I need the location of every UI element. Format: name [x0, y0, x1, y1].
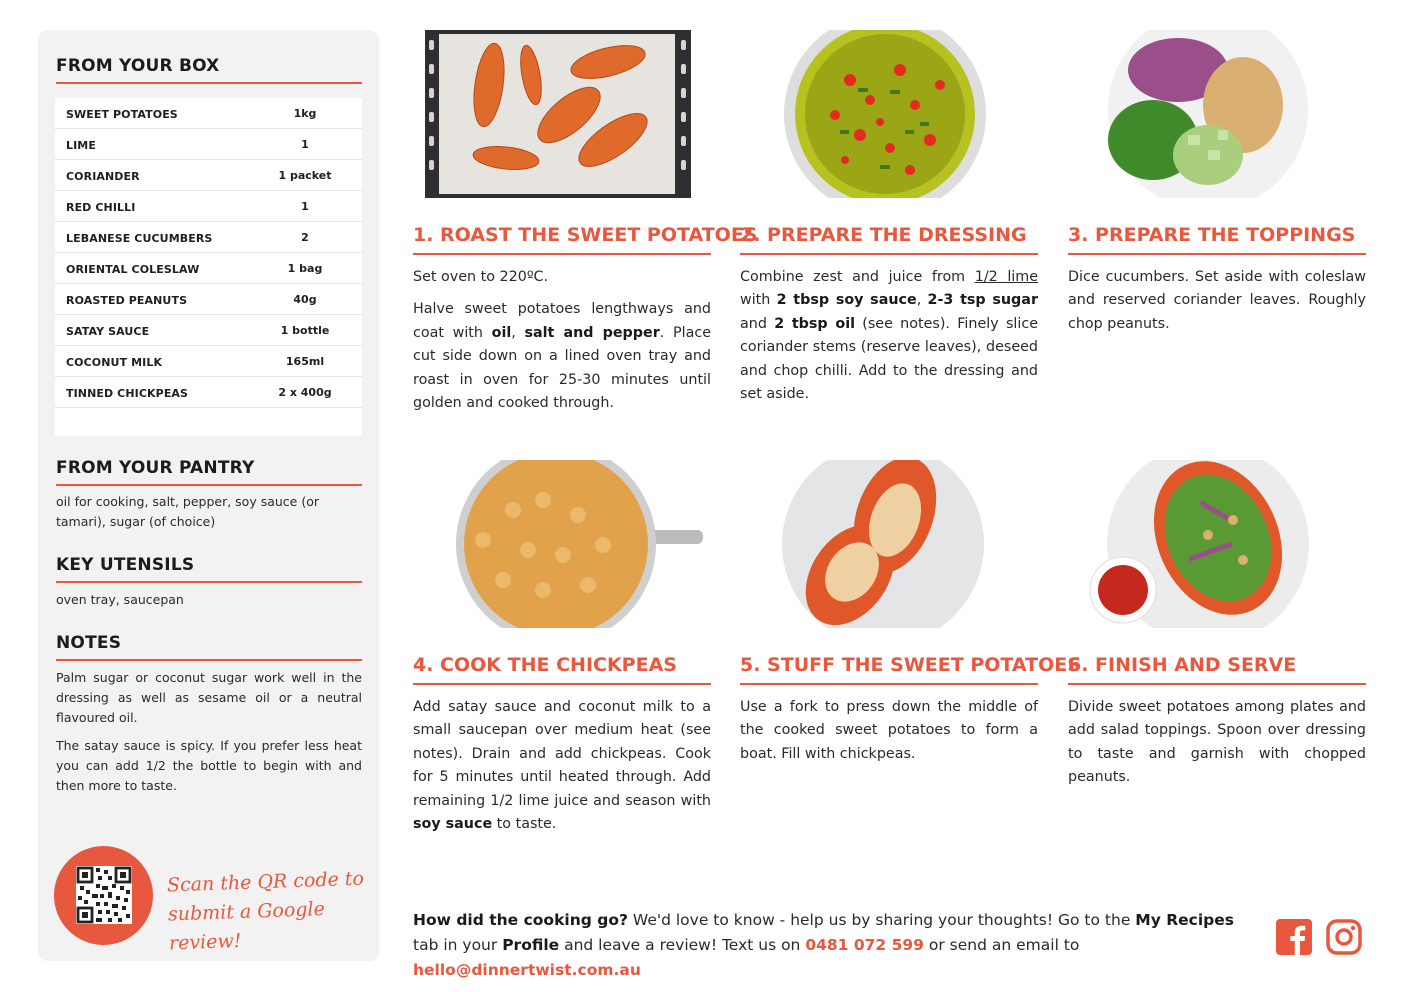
step-1-rule	[413, 253, 711, 255]
pantry-heading: FROM YOUR PANTRY	[56, 458, 255, 478]
step-5-photo	[740, 460, 1038, 628]
ingredient-name: RED CHILLI	[66, 201, 136, 214]
qr-caption	[167, 865, 370, 959]
ingredient-qty: 2 x 400g	[278, 386, 332, 399]
step-6-text	[1068, 696, 1366, 799]
ingredient-name: ORIENTAL COLESLAW	[66, 263, 200, 276]
instagram-icon[interactable]	[1326, 919, 1362, 955]
notes-heading-rule	[56, 659, 362, 661]
box-heading-rule	[56, 82, 362, 84]
note-1: Palm sugar or coconut sugar work well in the dressing as well as sesame oil or a neutral flavoured oil.	[56, 670, 362, 725]
table-row	[55, 222, 362, 253]
step-2-text	[740, 266, 1038, 415]
email-link[interactable]: hello@dinnertwist.com.au	[413, 961, 641, 979]
ingredients-sidebar	[38, 30, 379, 961]
step-5-paragraph: Use a fork to press down the middle of the cooked sweet potatoes to form a boat. Fill with chickpeas.	[740, 699, 1038, 762]
box-ingredients-table	[55, 98, 362, 436]
table-row	[55, 160, 362, 191]
step-6-paragraph: Divide sweet potatoes among plates and add salad toppings. Spoon over dressing to taste and garnish with chopped peanuts.	[1068, 699, 1366, 786]
ingredient-qty: 1kg	[293, 107, 317, 120]
table-row	[55, 98, 362, 129]
notes-heading: NOTES	[56, 633, 122, 653]
qr-badge[interactable]	[54, 846, 153, 945]
ingredient-qty: 1 bottle	[280, 324, 330, 337]
ingredient-name: SWEET POTATOES	[66, 108, 178, 121]
phone-link[interactable]: 0481 072 599	[805, 936, 924, 954]
note-2: The satay sauce is spicy. If you prefer less heat you can add 1/2 the bottle to begin with and then more to taste.	[56, 738, 362, 793]
step-3-title: 3. PREPARE THE TOPPINGS	[1068, 224, 1356, 246]
step-6-title: 6. FINISH AND SERVE	[1068, 654, 1297, 676]
table-row	[55, 346, 362, 377]
ingredient-name: CORIANDER	[66, 170, 140, 183]
ingredient-qty: 1	[301, 138, 309, 151]
step-3-text	[1068, 266, 1366, 345]
step-2-photo	[740, 30, 1038, 198]
step-2-paragraph: Combine zest and juice from 1/2 lime with 2 tbsp soy sauce, 2-3 tsp sugar and 2 tbsp oil (see notes). Finely slice coriander stems (reserve leaves), deseed and chop chilli. Add to the dressing and set aside.	[740, 269, 1039, 403]
step-1-text	[413, 266, 711, 424]
ingredient-qty: 1 bag	[287, 262, 323, 275]
pantry-heading-rule	[56, 484, 362, 486]
step-6-rule	[1068, 683, 1366, 685]
table-row	[55, 377, 362, 408]
step-1-paragraph-2: Halve sweet potatoes lengthways and coat with oil, salt and pepper. Place cut side down on a lined oven tray and roast in oven for 25-30 minutes until golden and cooked through.	[413, 301, 711, 412]
step-1-paragraph-1: Set oven to 220ºC.	[413, 269, 549, 285]
ingredient-qty: 1 packet	[278, 169, 332, 182]
step-4-text	[413, 696, 711, 845]
ingredient-name: ROASTED PEANUTS	[66, 294, 188, 307]
qr-caption-line-1: Scan the QR code to	[166, 867, 365, 897]
ingredient-qty: 40g	[293, 293, 317, 306]
step-2-title: 2. PREPARE THE DRESSING	[740, 224, 1027, 246]
step-5-rule	[740, 683, 1038, 685]
step-4-paragraph: Add satay sauce and coconut milk to a small saucepan over medium heat (see notes). Drain and add chickpeas. Cook for 5 minutes until heated through. Add remaining 1/2 lime juice and season with soy sauce to taste.	[413, 699, 711, 833]
step-4-photo	[413, 460, 711, 628]
utensils-heading-rule	[56, 581, 362, 583]
box-heading: FROM YOUR BOX	[56, 56, 220, 76]
ingredient-name: SATAY SAUCE	[66, 325, 150, 338]
step-1-photo	[413, 30, 711, 198]
table-row	[55, 284, 362, 315]
qr-code-icon	[76, 866, 132, 924]
ingredient-qty: 165ml	[285, 355, 325, 368]
utensils-heading: KEY UTENSILS	[56, 555, 195, 575]
feedback-footer: How did the cooking go? We'd love to know - help us by sharing your thoughts! Go to the My Recipes tab in your Profile and leave a review! Text us on 0481 072 599 or send an email to hello@dinnertwist.com.au	[413, 911, 1234, 979]
table-row	[55, 191, 362, 222]
step-4-rule	[413, 683, 711, 685]
step-3-photo	[1068, 30, 1366, 198]
step-1-title: 1. ROAST THE SWEET POTATOES	[413, 224, 758, 246]
step-5-text	[740, 696, 1038, 775]
step-6-photo	[1068, 460, 1366, 628]
ingredient-name: LEBANESE CUCUMBERS	[66, 232, 213, 245]
utensils-text: oven tray, saucepan	[56, 592, 184, 607]
step-4-title: 4. COOK THE CHICKPEAS	[413, 654, 677, 676]
qr-caption-line-2: submit a Google review!	[167, 898, 326, 955]
ingredient-name: LIME	[66, 139, 96, 152]
ingredient-qty: 2	[301, 231, 309, 244]
ingredient-name: COCONUT MILK	[66, 356, 163, 369]
ingredient-name: TINNED CHICKPEAS	[66, 387, 189, 400]
step-5-title: 5. STUFF THE SWEET POTATOES	[740, 654, 1081, 676]
table-row	[55, 315, 362, 346]
step-3-paragraph: Dice cucumbers. Set aside with coleslaw and reserved coriander leaves. Roughly chop peanuts.	[1068, 269, 1366, 332]
table-row	[55, 253, 362, 284]
table-row	[55, 129, 362, 160]
step-3-rule	[1068, 253, 1366, 255]
facebook-icon[interactable]	[1276, 919, 1312, 955]
step-2-rule	[740, 253, 1038, 255]
ingredient-qty: 1	[301, 200, 309, 213]
pantry-text: oil for cooking, salt, pepper, soy sauce (or tamari), sugar (of choice)	[56, 494, 320, 529]
